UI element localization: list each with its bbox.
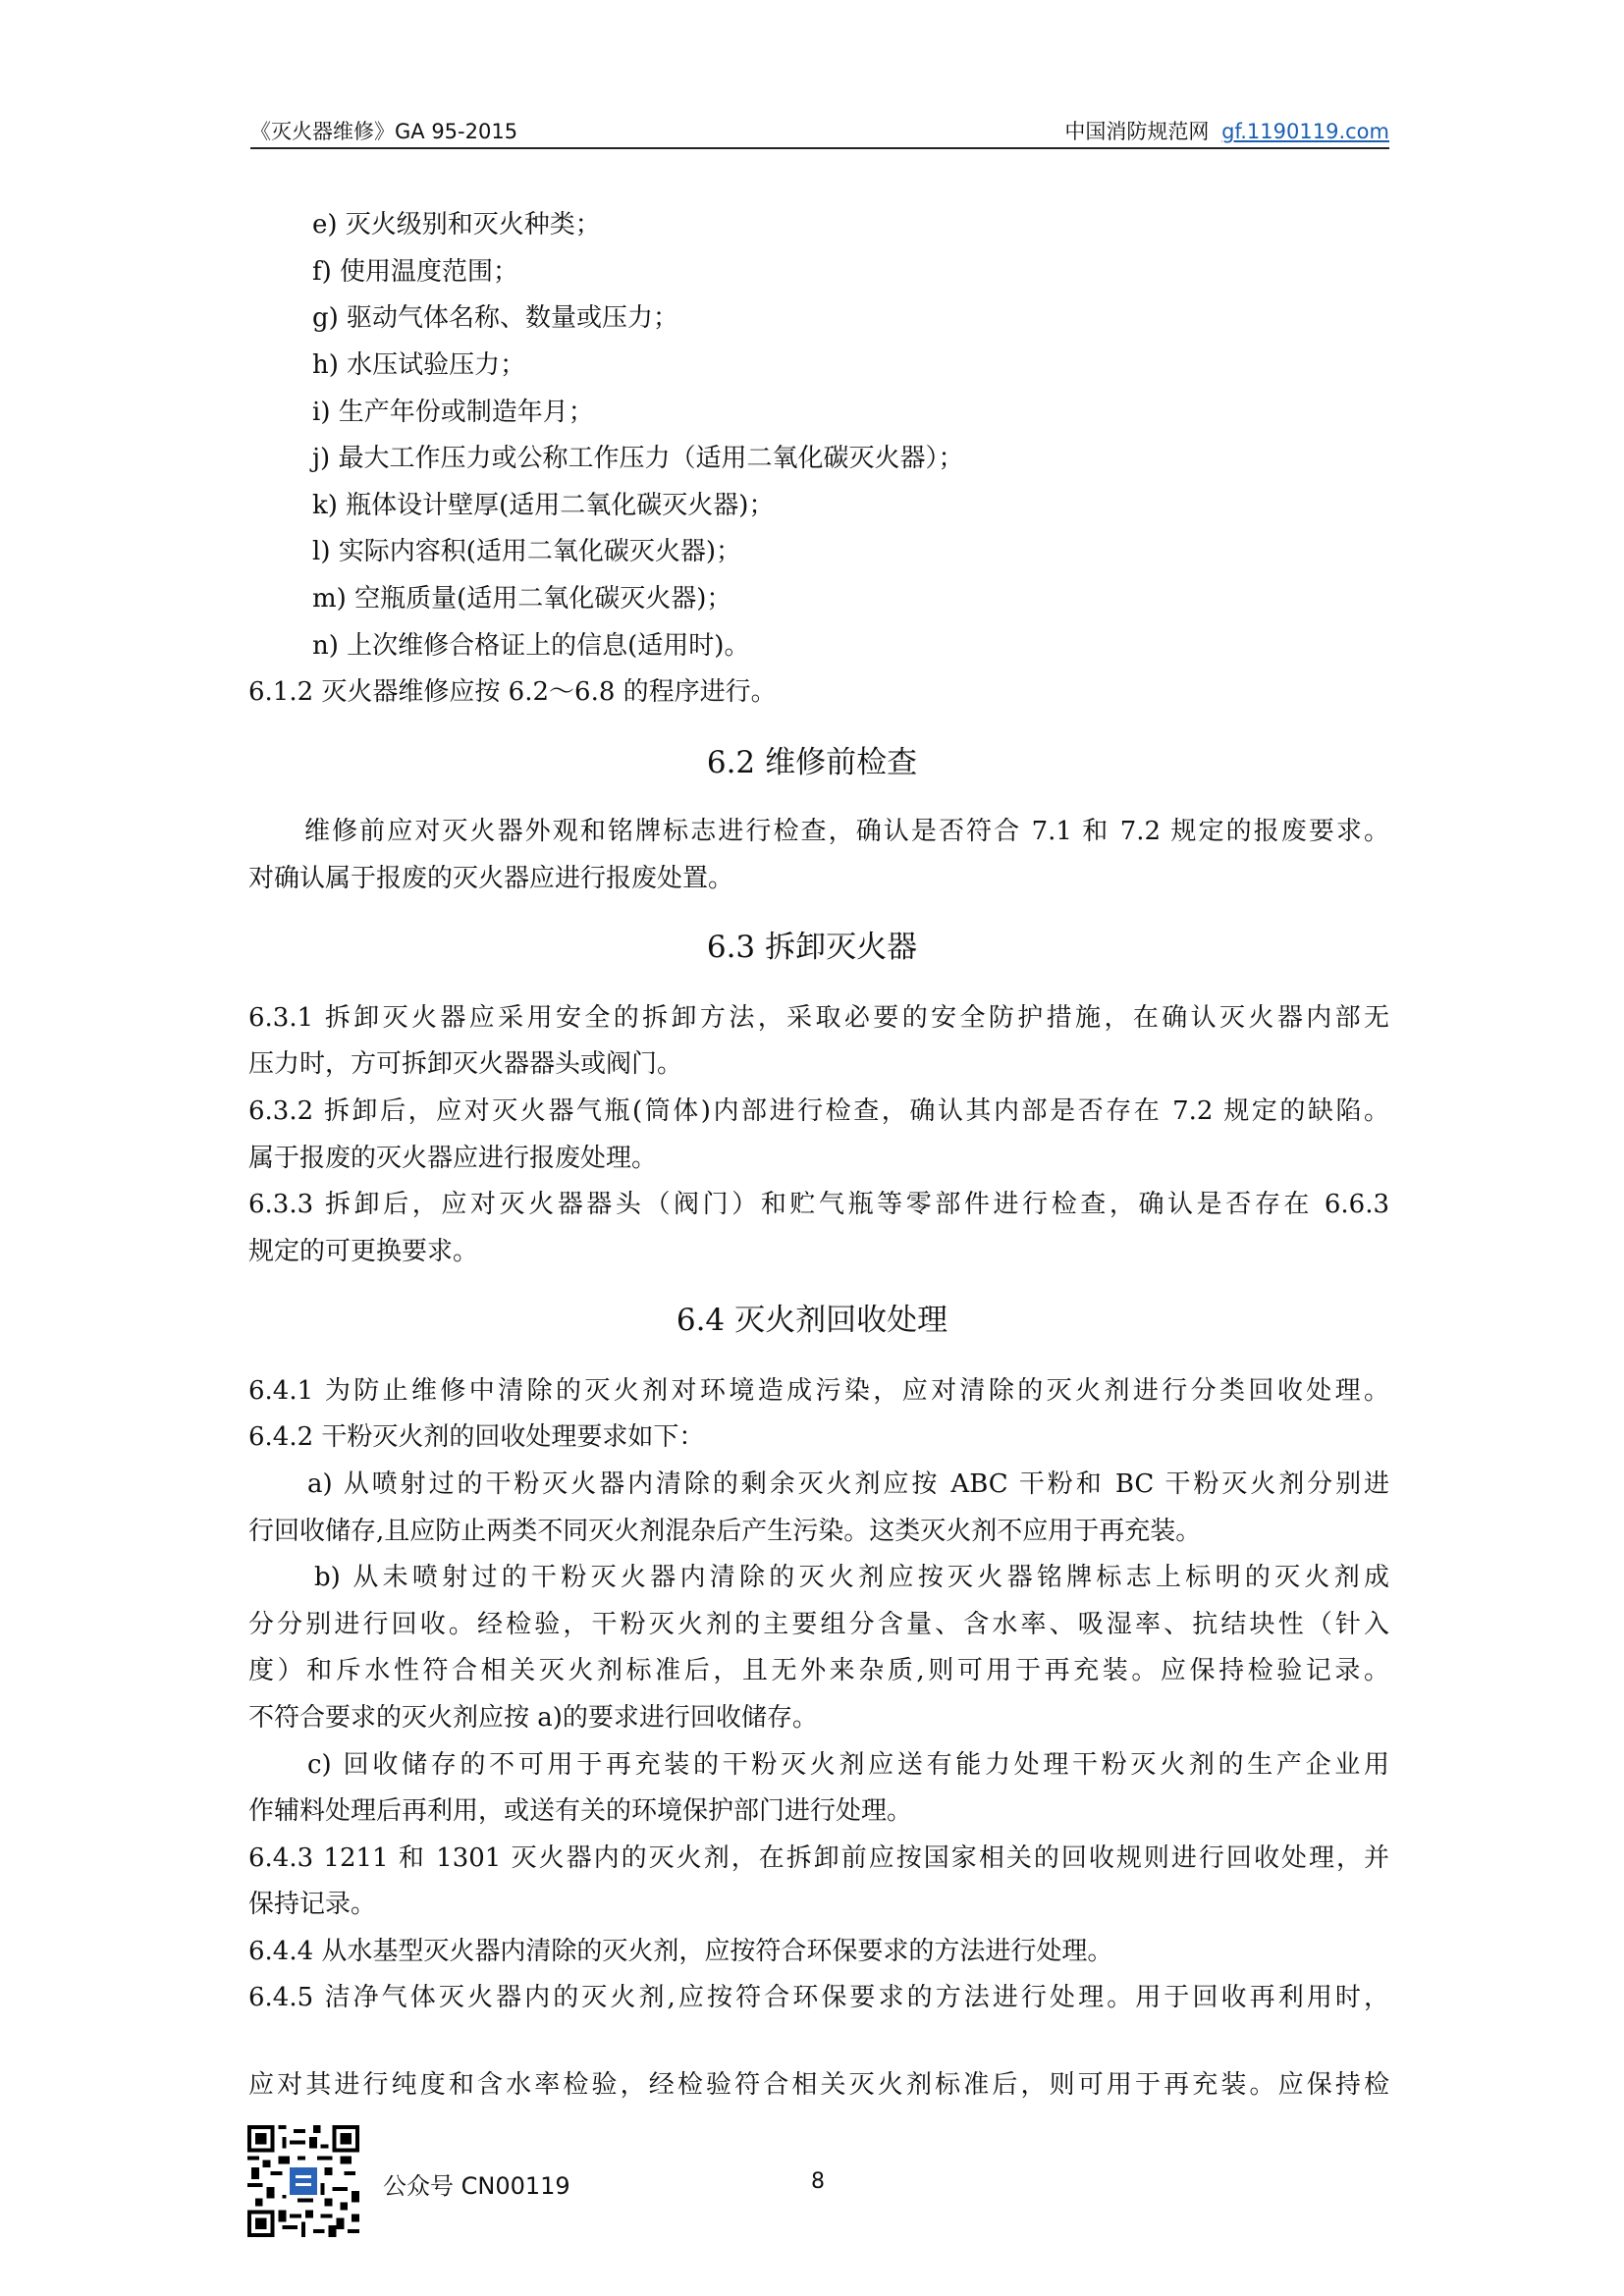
list-item: h) 水压试验压力； bbox=[312, 350, 526, 380]
clause-6-3-1-line2: 压力时，方可拆卸灭火器器头或阀门。 bbox=[248, 1049, 683, 1079]
clause-6-3-1-line1: 6.3.1 拆卸灭火器应采用安全的拆卸方法，采取必要的安全防护措施，在确认灭火器内部无 bbox=[248, 1003, 1389, 1033]
section-number: 6.3 bbox=[706, 930, 756, 965]
item-b-line3: 度）和斥水性符合相关灭火剂标准后，且无外来杂质,则可用于再充装。应保持检验记录。 bbox=[248, 1656, 1389, 1685]
page-number: 8 bbox=[811, 2169, 825, 2194]
clause-6-3-2-line1: 6.3.2 拆卸后，应对灭火器气瓶(筒体)内部进行检查，确认其内部是否存在 7.2 规定的缺陷。 bbox=[248, 1096, 1389, 1126]
item-b-line1: b) 从未喷射过的干粉灭火器内清除的灭火剂应按灭火器铭牌标志上标明的灭火剂成 bbox=[314, 1563, 1389, 1592]
list-item: i) 生产年份或制造年月； bbox=[312, 398, 594, 427]
site-name: 中国消防规范网 bbox=[1064, 120, 1210, 143]
clause-6-3-2-line2: 属于报废的灭火器应进行报废处理。 bbox=[248, 1144, 658, 1173]
item-c-line1: c) 回收储存的不可用于再充装的干粉灭火剂应送有能力处理干粉灭火剂的生产企业用 bbox=[307, 1750, 1389, 1780]
section-heading-6-2 bbox=[0, 743, 1624, 782]
list-item: m) 空瓶质量(适用二氧化碳灭火器)； bbox=[312, 584, 732, 614]
section-number: 6.2 bbox=[706, 745, 756, 780]
section-heading-6-3 bbox=[0, 928, 1624, 967]
clause-6-4-3-line1: 6.4.3 1211 和 1301 灭火器内的灭火剂，在拆卸前应按国家相关的回收规则进行回收处理，并 bbox=[248, 1843, 1389, 1873]
clause-6-4-5-line2: 应对其进行纯度和含水率检验，经检验符合相关灭火剂标准后，则可用于再充装。应保持检 bbox=[248, 2070, 1389, 2100]
section-heading-6-4 bbox=[0, 1301, 1624, 1340]
section-title: 维修前检查 bbox=[765, 745, 918, 780]
paragraph-6-2-line2: 对确认属于报废的灭火器应进行报废处置。 bbox=[248, 864, 734, 893]
clause-6-3-3-line1: 6.3.3 拆卸后，应对灭火器器头（阀门）和贮气瓶等零部件进行检查，确认是否存在 6.6.3 bbox=[248, 1190, 1389, 1219]
item-c-line2: 作辅料处理后再利用，或送有关的环境保护部门进行处理。 bbox=[248, 1796, 913, 1826]
item-b-line2: 分分别进行回收。经检验，干粉灭火剂的主要组分含量、含水率、吸湿率、抗结块性（针入 bbox=[248, 1610, 1389, 1639]
clause-6-1-2: 6.1.2 灭火器维修应按 6.2～6.8 的程序进行。 bbox=[248, 677, 777, 707]
wechat-account-label: 公众号 CN00119 bbox=[383, 2172, 570, 2200]
list-item: j) 最大工作压力或公称工作压力（适用二氧化碳灭火器）； bbox=[312, 444, 964, 473]
item-a-line2: 行回收储存,且应防止两类不同灭火剂混杂后产生污染。这类灭火剂不应用于再充装。 bbox=[248, 1517, 1202, 1546]
clause-6-4-2: 6.4.2 干粉灭火剂的回收处理要求如下： bbox=[248, 1422, 705, 1452]
clause-6-4-1: 6.4.1 为防止维修中清除的灭火剂对环境造成污染，应对清除的灭火剂进行分类回收处理。 bbox=[248, 1376, 1389, 1406]
list-item: l) 实际内容积(适用二氧化碳灭火器)； bbox=[312, 537, 742, 566]
site-link[interactable]: gf.1190119.com bbox=[1221, 120, 1389, 143]
list-item: k) 瓶体设计壁厚(适用二氧化碳灭火器)； bbox=[312, 491, 775, 520]
list-item: e) 灭火级别和灭火种类； bbox=[312, 210, 601, 240]
section-number: 6.4 bbox=[676, 1303, 726, 1338]
paragraph-6-2-line1: 维修前应对灭火器外观和铭牌标志进行检查，确认是否符合 7.1 和 7.2 规定的报废要求。 bbox=[304, 817, 1389, 846]
list-item: f) 使用温度范围； bbox=[312, 257, 519, 287]
clause-6-4-3-line2: 保持记录。 bbox=[248, 1890, 377, 1919]
document-title: 《灭火器维修》GA 95-2015 bbox=[250, 120, 518, 143]
qr-code-icon bbox=[247, 2125, 359, 2237]
section-title: 拆卸灭火器 bbox=[765, 930, 918, 965]
clause-6-4-5-line1: 6.4.5 洁净气体灭火器内的灭火剂,应按符合环保要求的方法进行处理。用于回收再利用时， bbox=[248, 1983, 1389, 2012]
site-info bbox=[1064, 116, 1389, 145]
list-item: g) 驱动气体名称、数量或压力； bbox=[312, 303, 679, 333]
list-item: n) 上次维修合格证上的信息(适用时)。 bbox=[312, 631, 750, 661]
page-header bbox=[250, 116, 1389, 149]
item-b-line4: 不符合要求的灭火剂应按 a)的要求进行回收储存。 bbox=[248, 1703, 818, 1733]
clause-6-4-4: 6.4.4 从水基型灭火器内清除的灭火剂，应按符合环保要求的方法进行处理。 bbox=[248, 1937, 1113, 1966]
section-title: 灭火剂回收处理 bbox=[734, 1303, 948, 1338]
item-a-line1: a) 从喷射过的干粉灭火器内清除的剩余灭火剂应按 ABC 干粉和 BC 干粉灭火剂分别进 bbox=[307, 1469, 1389, 1499]
clause-6-3-3-line2: 规定的可更换要求。 bbox=[248, 1237, 479, 1266]
